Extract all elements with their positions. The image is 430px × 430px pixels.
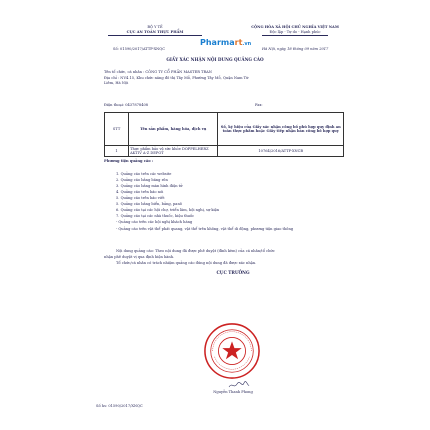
media-heading: Phương tiện quảng cáo : bbox=[104, 159, 154, 163]
list-item: 5. Quảng cáo trên báo viết bbox=[116, 196, 165, 200]
list-item: 5. Quảng cáo bằng biển, bảng, panô bbox=[116, 202, 182, 206]
row-stt: 1 bbox=[105, 146, 129, 157]
org-address-2: Liêm, Hà Nội bbox=[104, 81, 129, 85]
ministry-name: BỘ Y TẾ bbox=[147, 25, 163, 29]
header-product: Tên sản phẩm, hàng hóa, dịch vụ bbox=[129, 113, 218, 146]
table-row bbox=[105, 146, 344, 157]
org-phone: Điện thoại: 0437878408 bbox=[104, 103, 149, 107]
list-item: 3. Quảng cáo bằng màn hình điện tử bbox=[116, 184, 183, 188]
list-item: - Quảng cáo trên các hội nghị khách hàng bbox=[116, 220, 193, 224]
handwritten-signature bbox=[228, 380, 250, 390]
org-name: Tên tổ chức, cá nhân : CÔNG TY CỔ PHẦN MASTER TRAN bbox=[104, 70, 212, 74]
footer-doc-number: Số hs: 01590/2017/XNQC bbox=[96, 404, 143, 408]
row-product: Thực phẩm bảo vệ sức khỏe DOPPELHERZ AKTIV A-Z DEPOT bbox=[129, 146, 218, 157]
republic-name: CỘNG HÒA XÃ HỘI CHỦ NGHĨA VIỆT NAM bbox=[251, 25, 339, 29]
header-cert: Số, ký hiệu của Giấy xác nhận công bố phù hợp quy định an toàn thực phẩm hoặc Giấy tiếp nhận bản công bố hợp quy bbox=[218, 113, 344, 146]
header-stt: STT bbox=[105, 113, 129, 146]
list-item: 7. Quảng cáo tại các nhà thuốc, hiệu thuốc bbox=[116, 214, 195, 218]
row-cert: 10764/2016/ATTP-XNCB bbox=[218, 146, 344, 157]
org-fax: Fax: bbox=[255, 103, 263, 107]
product-table bbox=[104, 112, 344, 157]
list-item: 6. Quảng cáo tại các hội chợ, triển lãm, hội nghị, sự kiện bbox=[116, 208, 220, 212]
list-item: 1. Quảng cáo trên các website bbox=[116, 172, 172, 176]
org-address-1: Địa chỉ : NV4.15, Khu chức năng đô thị Tây Mỗ, Phường Tây Mỗ, Quận Nam Từ bbox=[104, 76, 249, 80]
table-header-row bbox=[105, 113, 344, 146]
document-title: GIẤY XÁC NHẬN NỘI DUNG QUẢNG CÁO bbox=[166, 57, 264, 62]
agency-name: CỤC AN TOÀN THỰC PHẨM bbox=[108, 31, 202, 36]
signer-name: Nguyễn Thanh Phong bbox=[213, 390, 253, 394]
closing-line-3: Tổ chức/cá nhân có trách nhiệm quảng cáo đúng nội dung đã được xác nhận. bbox=[116, 261, 257, 265]
signer-title: CỤC TRƯỞNG bbox=[216, 270, 250, 275]
pharmart-watermark: Pharmart.vn bbox=[200, 38, 252, 47]
official-seal bbox=[203, 322, 261, 380]
closing-line-1: Nội dung quảng cáo: Theo nội dung đã được phê duyệt (đính kèm) của cá nhân/tổ chức bbox=[116, 249, 275, 253]
closing-line-2: nhận phê duyệt vị qua định hiện hành. bbox=[104, 255, 175, 259]
doc-date: Hà Nội, ngày 18 tháng 09 năm 2017 bbox=[262, 47, 329, 51]
motto: Độc lập - Tự do - Hạnh phúc bbox=[262, 31, 328, 36]
list-item: 2. Quảng cáo bằng băng rôn bbox=[116, 178, 168, 182]
list-item: 4. Quảng cáo trên báo nói bbox=[116, 190, 164, 194]
list-item: - Quảng cáo trên vật thể phát quang, vật thể trên không, vật thể di động, phương tiện giao thông bbox=[116, 227, 294, 231]
doc-number: Số: 01590/2017/ATTP-XNQC bbox=[113, 47, 165, 51]
